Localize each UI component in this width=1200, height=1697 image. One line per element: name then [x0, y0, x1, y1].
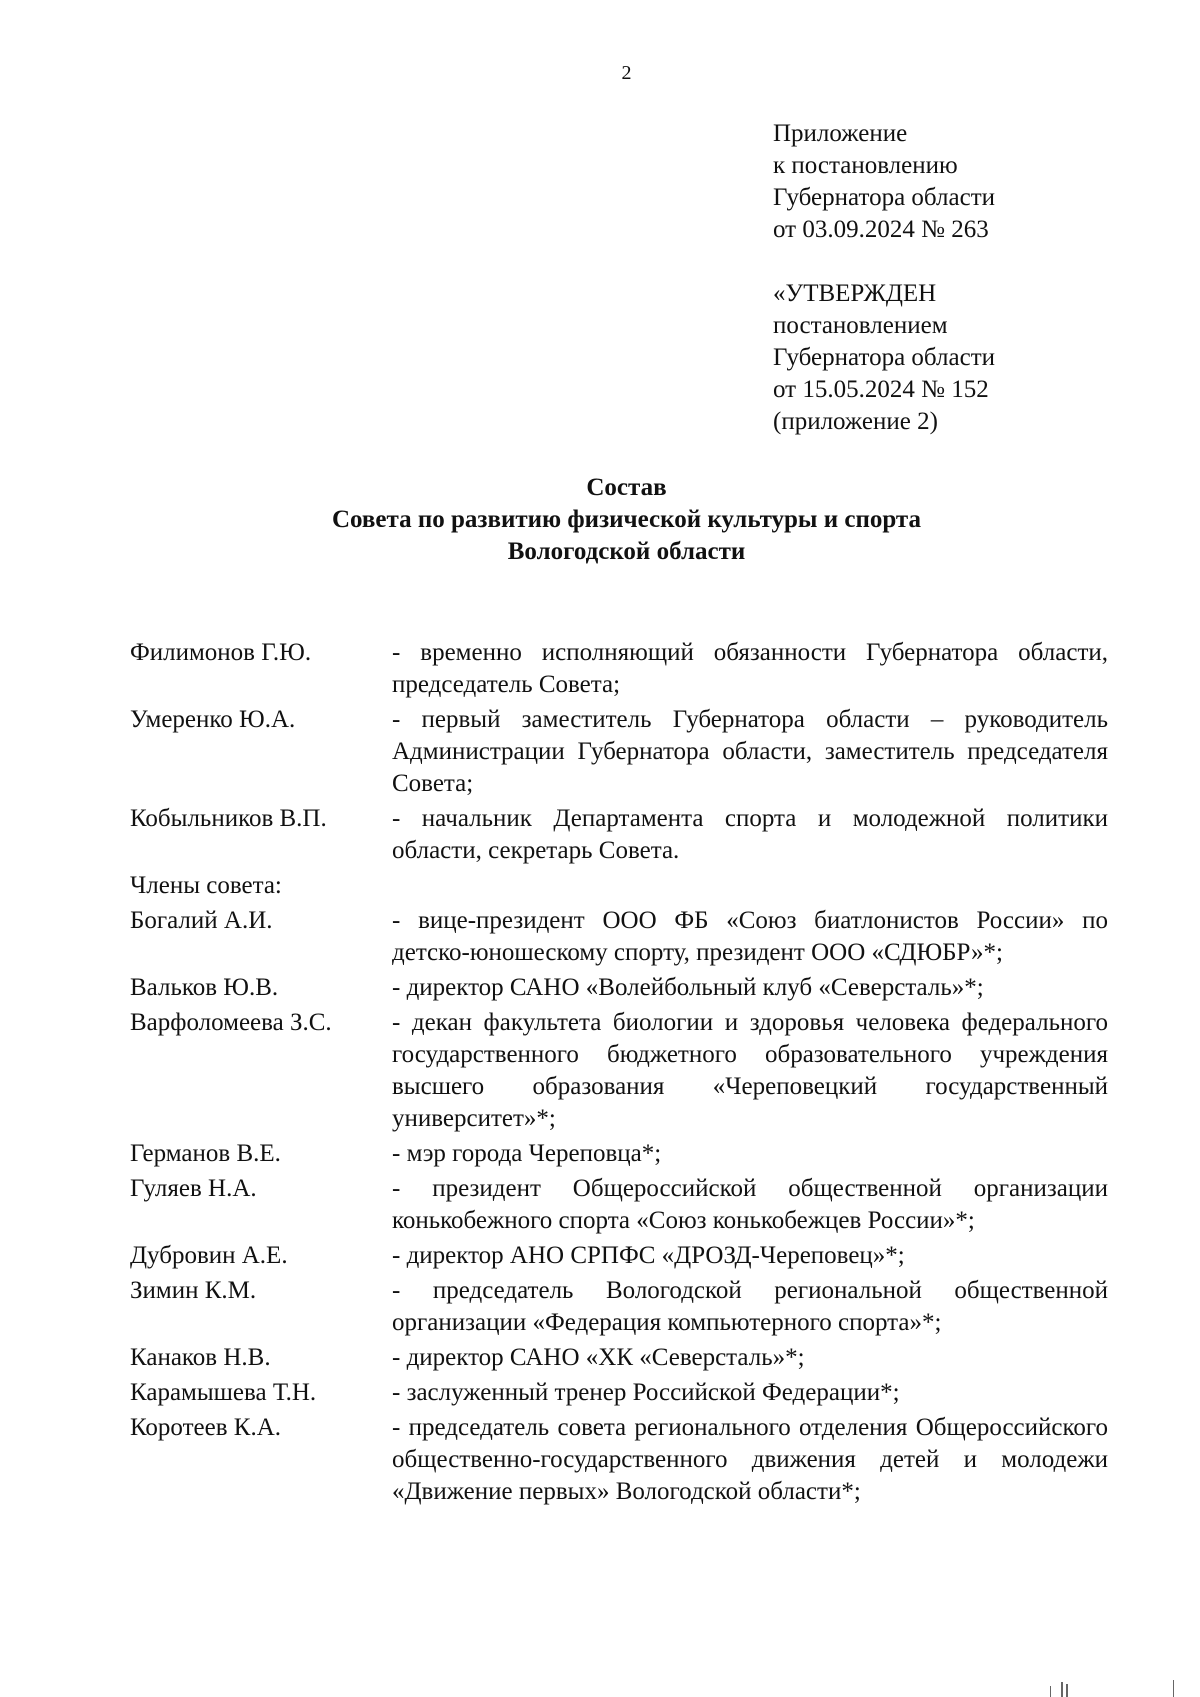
member-name: Филимонов Г.Ю.: [130, 639, 312, 666]
list-item: [130, 704, 1108, 800]
list-item: [130, 1342, 1108, 1374]
member-name: Варфоломеева З.С.: [130, 1009, 332, 1036]
approved-line: от 15.05.2024 № 152: [773, 376, 989, 403]
member-name: Коротеев К.А.: [130, 1414, 282, 1441]
page-number: 2: [621, 62, 632, 84]
document-title: [0, 472, 1200, 568]
appendix-line: от 03.09.2024 № 263: [773, 216, 989, 243]
approved-line: постановлением: [773, 312, 948, 339]
member-name: Гуляев Н.А.: [130, 1175, 257, 1202]
member-name: Германов В.Е.: [130, 1140, 281, 1167]
members-heading: Члены совета:: [130, 872, 282, 899]
member-role: - заслуженный тренер Российской Федерации*;: [392, 1379, 900, 1406]
appendix-line: Губернатора области: [773, 184, 995, 211]
title-line: Состав: [586, 474, 667, 501]
list-item: [130, 1138, 1108, 1170]
member-role: - вице-президент ООО ФБ «Союз биатлонистов России» по детско-юношескому спорту, президент ООО «СДЮБР»*;: [392, 907, 1108, 966]
member-role: - директор САНО «Волейбольный клуб «Северсталь»*;: [392, 974, 984, 1001]
list-item: [130, 1412, 1108, 1508]
list-item: [130, 637, 1108, 701]
member-role: - декан факультета биологии и здоровья человека федерального государственного бюджетного образовательного учреждения высшего образования «Череповецкий государственный университет»*;: [392, 1009, 1108, 1132]
member-role: - директор САНО «ХК «Северсталь»*;: [392, 1344, 805, 1371]
appendix-line: Приложение: [773, 120, 908, 147]
council-composition-list: [130, 637, 1108, 1511]
list-item: [130, 972, 1108, 1004]
title-line: Вологодской области: [507, 538, 746, 565]
appendix-line: к постановлению: [773, 152, 958, 179]
list-item: [130, 905, 1108, 969]
scan-artifact: [1173, 1680, 1174, 1697]
scan-artifact: [1050, 1686, 1051, 1697]
member-role: - первый заместитель Губернатора области – руководитель Администрации Губернатора области, заместитель председателя Совета;: [392, 706, 1108, 797]
member-name: Дубровин А.Е.: [130, 1242, 288, 1269]
member-role: - президент Общероссийской общественной организации конькобежного спорта «Союз конькобежцев России»*;: [392, 1175, 1108, 1234]
approved-line: (приложение 2): [773, 408, 938, 435]
member-role: - председатель совета регионального отделения Общероссийского общественно-государственного движения детей и молодежи «Движение первых» Вологодской области*;: [392, 1414, 1108, 1505]
member-name: Вальков Ю.В.: [130, 974, 279, 1001]
approved-line: Губернатора области: [773, 344, 995, 371]
member-name: Богалий А.И.: [130, 907, 273, 934]
list-item: [130, 1173, 1108, 1237]
scan-artifact: [1066, 1684, 1068, 1697]
member-name: Кобыльников В.П.: [130, 805, 327, 832]
scan-artifact: [1061, 1682, 1063, 1697]
member-name: Умеренко Ю.А.: [130, 706, 296, 733]
list-item: [130, 1007, 1108, 1135]
approved-line: «УТВЕРЖДЕН: [773, 280, 937, 307]
member-name: Карамышева Т.Н.: [130, 1379, 317, 1406]
list-item: [130, 1275, 1108, 1339]
member-role: - мэр города Череповца*;: [392, 1140, 662, 1167]
title-line: Совета по развитию физической культуры и спорта: [331, 506, 922, 533]
member-role: - председатель Вологодской региональной общественной организации «Федерация компьютерного спорта»*;: [392, 1277, 1108, 1336]
list-item: [130, 1377, 1108, 1409]
member-name: Канаков Н.В.: [130, 1344, 271, 1371]
appendix-block: [773, 118, 995, 246]
list-item: [130, 803, 1108, 867]
member-name: Зимин К.М.: [130, 1277, 257, 1304]
member-role: - временно исполняющий обязанности Губернатора области, председатель Совета;: [392, 639, 1108, 698]
member-role: - директор АНО СРПФС «ДРОЗД-Череповец»*;: [392, 1242, 905, 1269]
approved-block: [773, 278, 995, 438]
member-role: - начальник Департамента спорта и молодежной политики области, секретарь Совета.: [392, 805, 1108, 864]
list-item: [130, 1240, 1108, 1272]
